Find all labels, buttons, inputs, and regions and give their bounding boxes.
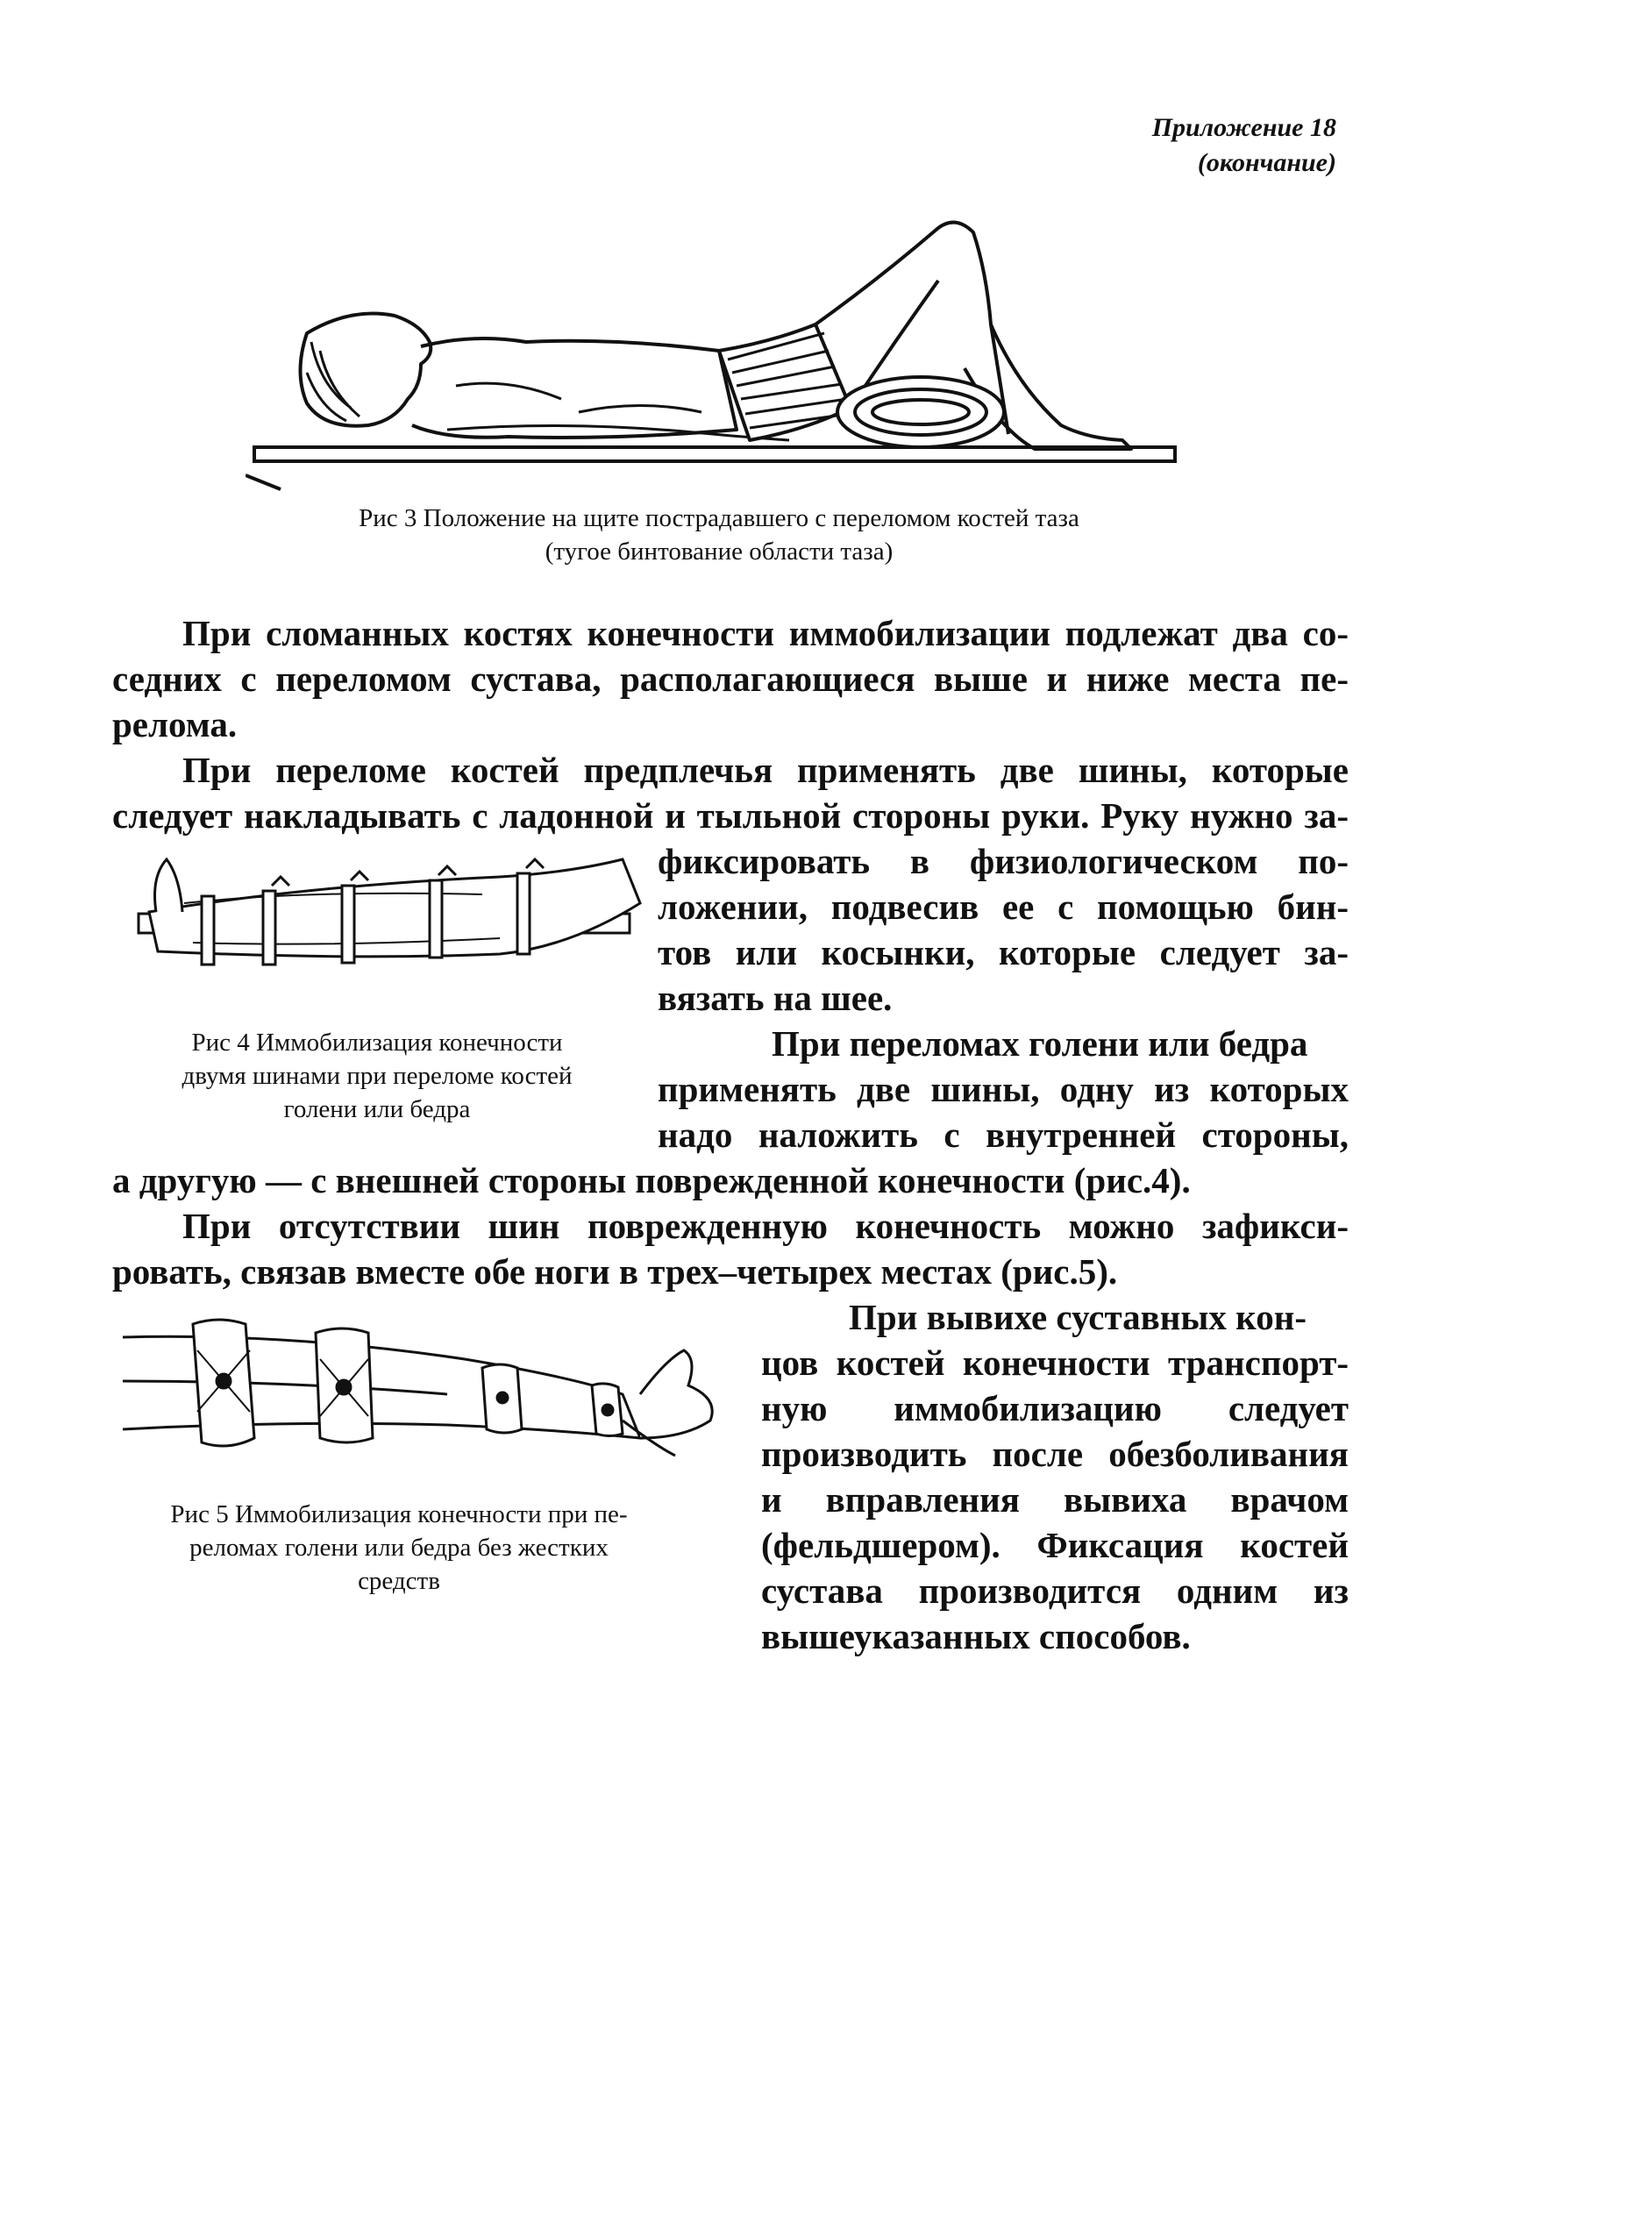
- figure-5-illustration: [114, 1298, 728, 1464]
- figure-3-caption: [246, 502, 1193, 568]
- text-line: ную иммобилизацию следует: [761, 1388, 1349, 1428]
- text-line: При отсутствии шин поврежденную конечность можно зафикси-: [182, 1206, 1349, 1246]
- text-line: следует накладывать с ладонной и тыльной стороны руки. Руку нужно за-: [112, 795, 1349, 836]
- text-line: При переломе костей предплечья применять две шины, которые: [182, 750, 1349, 790]
- person-lying-icon: [301, 223, 1132, 449]
- paragraph-5: [761, 1294, 1349, 1659]
- text-line: применять две шины, одну из которых: [658, 1069, 1349, 1109]
- text-line: При сломанных костях конечности иммобилизации подлежат два со-: [182, 613, 1349, 653]
- text-line: ровать, связав вместе обе ноги в трех–четырех местах (рис.5).: [112, 1251, 1118, 1292]
- figure-3-caption-line: Рис 3 Положение на щите пострадавшего с переломом костей таза: [359, 504, 1079, 532]
- text-line: (фельдшером). Фиксация костей: [761, 1525, 1349, 1565]
- text-line: седних с переломом сустава, располагающиеся выше и ниже места пе-: [112, 659, 1349, 699]
- paragraph-1: [112, 610, 1349, 747]
- paragraph-4: [112, 1203, 1349, 1294]
- figure-4-illustration: [132, 851, 649, 982]
- text-line: При переломах голени или бедра: [772, 1023, 1308, 1064]
- text-line: надо наложить с внутренней стороны,: [658, 1114, 1349, 1155]
- text-line: а другую — с внешней стороны поврежденной конечности (рис.4).: [112, 1160, 1191, 1200]
- text-line: вязать на шее.: [658, 978, 893, 1018]
- paragraph-3: [658, 1021, 1349, 1157]
- text-line: тов или косынки, которые следует за-: [658, 932, 1349, 972]
- appendix-header: [1152, 110, 1336, 181]
- text-line: и вправления вывиха врачом: [761, 1479, 1349, 1520]
- figure-3-caption-line: (тугое бинтование области таза): [545, 538, 894, 566]
- text-line: При вывихе суставных кон-: [849, 1297, 1307, 1337]
- text-line: ложении, подвесив ее с помощью бин-: [658, 887, 1349, 927]
- appendix-note: (окончание): [1197, 148, 1336, 177]
- text-line: сустава производится одним из: [761, 1570, 1349, 1611]
- text-line: вышеуказанных способов.: [761, 1616, 1191, 1656]
- figure-4-caption: [132, 1026, 623, 1126]
- figure-5-caption: [114, 1498, 684, 1598]
- text-line: релома.: [112, 704, 238, 744]
- text-line: цов костей конечности транспорт-: [761, 1342, 1349, 1383]
- paragraph-2-continued: [658, 838, 1349, 1021]
- text-line: производить после обезболивания: [761, 1434, 1349, 1474]
- appendix-number: Приложение 18: [1151, 113, 1336, 142]
- figure-5-caption-line: средств: [358, 1567, 440, 1595]
- board-icon: [246, 447, 1175, 489]
- text-line: фиксировать в физиологическом по-: [658, 841, 1349, 881]
- figure-5-caption-line: реломах голени или бедра без жестких: [189, 1534, 609, 1562]
- paragraph-3-end: [112, 1157, 1349, 1203]
- figure-3-illustration: [246, 210, 1193, 500]
- figure-4-caption-line: голени или бедра: [283, 1095, 471, 1123]
- figure-4-caption-line: Рис 4 Иммобилизация конечности: [191, 1029, 563, 1057]
- figure-4-caption-line: двумя шинами при переломе костей: [182, 1062, 573, 1090]
- figure-5-caption-line: Рис 5 Иммобилизация конечности при пе-: [170, 1500, 628, 1528]
- paragraph-2: [112, 747, 1349, 838]
